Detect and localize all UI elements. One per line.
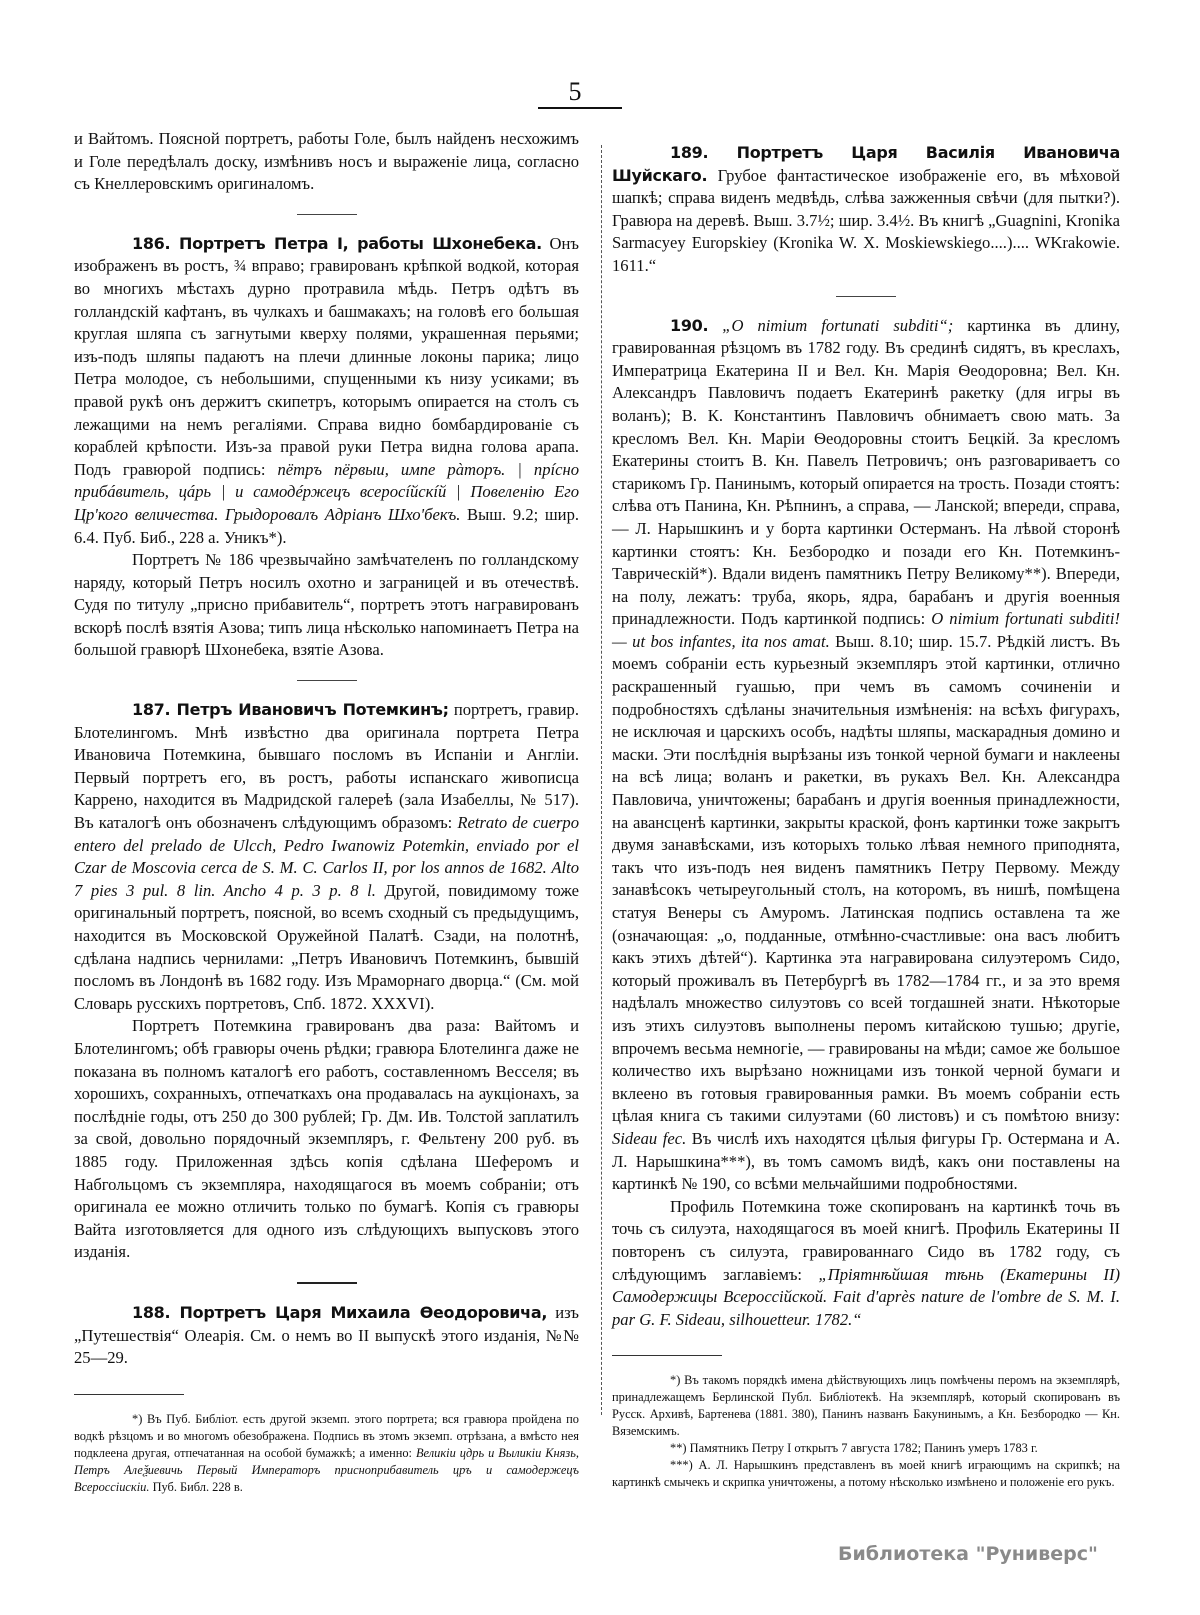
footnote-rule bbox=[74, 1394, 184, 1395]
column-divider bbox=[601, 145, 603, 1415]
entry-188-paragraph bbox=[74, 1302, 579, 1370]
left-footnotes bbox=[74, 1411, 579, 1496]
library-watermark: Библиотека "Руниверс" bbox=[838, 1543, 1098, 1565]
section-separator bbox=[836, 296, 896, 297]
entry-190-signature: Sideau fec. bbox=[612, 1128, 687, 1148]
entry-189-title: 189. Портретъ Царя Василія Ивановича Шуйскаго. bbox=[612, 143, 1120, 185]
entry-188-title: 188. Портретъ Царя Михаила Ѳеодоровича, bbox=[132, 1302, 548, 1322]
entry-189-paragraph bbox=[612, 142, 1120, 278]
entry-188-text: изъ „Путешествія“ Олеарія. См. о немъ во II выпускѣ этого изданія, №№ 25—29. bbox=[74, 1302, 579, 1368]
entry-187-text-b: Другой, повидимому тоже оригинальный портретъ, поясной, во всемъ сходный съ предыдущимъ, находится въ Московской Оружейной Палатѣ. Сзади, на полотнѣ, сдѣлана надпись чернилами: „Петръ Ивановичъ Потемкинъ, бывшій посломъ въ Лондонѣ въ 1682 году. Изъ Мраморнаго дворца.“ (См. мой Словарь русскихъ портретовъ, Спб. 1872. XXXVI). bbox=[74, 880, 579, 1013]
footnote-rule bbox=[612, 1355, 722, 1356]
entry-186-title: 186. Портретъ Петра I, работы Шхонебека. bbox=[132, 233, 542, 253]
entry-190-para2-text: Профиль Потемкина тоже скопированъ на картинкѣ точь въ точь съ силуэта, находящагося въ моей книгѣ. Профиль Екатерины II повторенъ съ силуэта, гравированнаго Сидо въ 1782 году, съ слѣдующимъ заглавіемъ: bbox=[612, 1196, 1120, 1284]
footnote-text-a: *) Въ Пуб. Библіот. есть другой экземп. этого портрета; вся гравюра пройдена по водкѣ рѣзцомъ и во многомъ обезображена. Подпись въ этомъ экземп. отрѣзана, а вмѣсто нея подклеена другая, отпечатанная на особой бумажкѣ; а именно: bbox=[74, 1411, 579, 1460]
entry-186 bbox=[74, 233, 579, 662]
entry-190-title: „O nimium fortunati subditi“; bbox=[722, 315, 954, 335]
entry-190-paragraph-2 bbox=[612, 1196, 1120, 1332]
entry-187-text-a: портретъ, гравир. Блотелингомъ. Мнѣ извѣстно два оригинала портрета Петра Ивановича Потемкина, бывшаго посломъ въ Испаніи и Англіи. Первый портретъ его, въ ростъ, работы испанскаго живописца Каррено, находится въ Мадридской галереѣ (зала Изабеллы, № 517). Въ каталогѣ онъ обозначенъ слѣдующимъ образомъ: bbox=[74, 700, 579, 833]
entry-190-para2-title: „Пріятнѣйшая тѣнь (Екатерины II) Самодержицы Всероссійской. Fait d'après nature de l'ombre de S. M. I. par G. F. Sideau, silhouetteur. 1782.“ bbox=[612, 1264, 1121, 1329]
section-separator bbox=[297, 214, 357, 215]
entry-188 bbox=[74, 1302, 579, 1370]
entry-187-title: 187. Петръ Ивановичъ Потемкинъ; bbox=[132, 700, 449, 720]
entry-190-text-a: картинка въ длину, гравированная рѣзцомъ въ 1782 году. Въ срединѣ сидятъ, въ креслахъ, Императрица Екатерина II и Вел. Кн. Марія Ѳеодоровна; Вел. Кн. Александръ Павловичъ подаетъ Екатеринѣ ракетку (для игры въ воланъ); В. К. Константинъ Павловичъ обнимаетъ свою мать. За кресломъ Вел. Кн. Маріи Ѳеодоровны стоитъ Бецкій. За кресломъ Екатерины стоитъ В. Кн. Павелъ Петровичъ; онъ разговариваетъ со старикомъ Гр. Панинымъ, который опирается на трость. Позади стоятъ: слѣва отъ Панина, Кн. Рѣпнинъ, а справа, — Ланской; впереди, справа, — Л. Нарышкинъ и у борта картинки Остерманъ. На лѣвой сторонѣ картинки стоятъ: Кн. Безбородко и позади его Кн. Потемкинъ-Таврическій*). Вдали виденъ памятникъ Петру Великому**). Впереди, на полу, лежатъ: труба, якорь, ядра, барабанъ и другія военныя принадлежности. Подъ картинкой подпись: bbox=[612, 315, 1120, 629]
entry-189 bbox=[612, 142, 1120, 278]
entry-190 bbox=[612, 315, 1120, 1332]
entry-187-paragraph bbox=[74, 699, 579, 1015]
continuation-paragraph: и Вайтомъ. Поясной портретъ, работы Голе, былъ найденъ несхожимъ и Голе передѣлалъ доску, измѣнивъ носъ и выраженіе лица, согласно съ Кнеллеровскимъ оригиналомъ. bbox=[74, 129, 579, 194]
page-number: 5 bbox=[568, 77, 582, 106]
entry-190-caption: O nimium fortunati subditi! — ut bos infantes, ita nos amat. bbox=[612, 609, 1120, 651]
footnote-text-b: Пуб. Библ. 228 в. bbox=[149, 1479, 243, 1494]
section-separator bbox=[297, 680, 357, 681]
entry-190-paragraph bbox=[612, 315, 1120, 1196]
footnote bbox=[74, 1411, 579, 1496]
footnote: *) Въ такомъ порядкѣ имена дѣйствующихъ лицъ помѣчены перомъ на экземплярѣ, принадлежащемъ Берлинской Публ. Библіотекѣ. На экземплярѣ, который скопированъ въ Русск. Архивѣ, Бартенева (1881. 380), Панинъ названъ Бакунинымъ, а Кн. Безбородко — Кн. Вяземскимъ. bbox=[612, 1373, 1120, 1439]
section-separator bbox=[297, 1282, 357, 1284]
entry-186-inscription: пётръ пёрвыи, импе рàторъ. | прíсно прибáвитель, цáрь | и самодéржецъ всеросíйскíй | Повеленію Его Цр'кого величества. Грыдоровалъ Адріанъ Шхо'бекъ. bbox=[74, 459, 579, 524]
entry-190-number: 190. bbox=[670, 315, 709, 335]
entry-190-text-c: Въ числѣ ихъ находятся цѣлыя фигуры Гр. Остермана и А. Л. Нарышкина***), въ томъ самомъ видѣ, какъ они поставлены на картинкѣ № 190, со всѣми мельчайшими подробностями. bbox=[612, 1128, 1120, 1194]
entry-186-text-b: Выш. 9.2; шир. 6.4. Пуб. Биб., 228 а. Уникъ*). bbox=[74, 504, 580, 547]
footnote: ***) А. Л. Нарышкинъ представленъ въ моей книгѣ играющимъ на скрипкѣ; на картинкѣ смычекъ и скрипка уничтожены, а потому нѣсколько измѣнено и положеніе его рукъ. bbox=[612, 1458, 1120, 1490]
entry-186-text-a: Онъ изображенъ въ ростъ, ¾ вправо; гравированъ крѣпкой водкой, которая во многихъ мѣстахъ дурно протравила мѣдь. Петръ одѣтъ въ голландскій кафтанъ, въ чулкахъ и башмакахъ; на головѣ его большая круглая шляпа съ загнутыми кверху полями, украшенная перьями; изъ-подъ шляпы падаютъ на плечи длинные локоны парика; лицо Петра молодое, съ небольшими, спущенными къ низу усиками; въ правой рукѣ онъ держитъ скипетръ, которымъ опирается на столъ съ лежащими на немъ регаліями. Справа видно бомбардированіе съ кораблей крѣпости. Изъ-за правой руки Петра видна голова арапа. Подъ гравюрой подпись: bbox=[74, 233, 579, 479]
entry-187-paragraph-2: Портретъ Потемкина гравированъ два раза: Вайтомъ и Блотелингомъ; обѣ гравюры очень рѣдки; гравюра Блотелинга даже не показана въ полномъ каталогѣ его работъ, составленномъ Весселя; въ хорошихъ, сохранныхъ, отпечаткахъ она продавалась на аукціонахъ, за послѣдніе годы, отъ 250 до 300 рублей; Гр. Дм. Ив. Толстой заплатилъ за свой, довольно порядочный экземпляръ, г. Фельтену 200 руб. въ 1885 году. Приложенная здѣсь копія сдѣлана Шеферомъ и Набгольцомъ съ экземпляра, находящагося въ моемъ собраніи; отъ оригинала ее можно отличить только по бумагѣ. Копія съ гравюры Вайта изготовляется для одного изъ слѣдующихъ выпусковъ этого изданія. bbox=[74, 1016, 579, 1262]
entry-190-text-b: Выш. 8.10; шир. 15.7. Рѣдкій листъ. Въ моемъ собраніи есть курьезный экземпляръ этой картинки, отлично раскрашенный гуашью, при чемъ въ самомъ сочиненіи и подробностяхъ сдѣланы значительныя измѣненія: на всѣхъ фигурахъ, не исключая и царскихъ особъ, надѣты шляпы, маскарадныя домино и маски. Эти послѣднія вырѣзаны изъ тонкой черной бумаги и наклеены на всѣ лица; воланъ и ракетки, въ рукахъ Вел. Кн. Александра Павловича, уничтожены; барабанъ и другія военныя принадлежности, на авансценѣ картинки, закрыты краской, фонъ картинки тоже закрытъ двумя занавѣсками, изъ которыхъ только лѣвая немного приподнята, такъ что изъ-подъ нея виденъ памятникъ Петру Первому. Между занавѣсокъ четыреугольный столъ, на которомъ, въ нишѣ, помѣщена статуя Венеры съ Амуромъ. Латинская подпись оставлена та же (означающая: „о, подданные, отмѣнно-счастливые: она васъ любитъ какъ этихъ дѣтей“). Картинка эта награвирована силуэтеромъ Сидо, который проживалъ въ Петербургѣ въ 1782—1784 гг., и за это время надѣлалъ множество силуэтовъ со всей тогдашней знати. Нѣкоторые изъ этихъ силуэтовъ выполнены перомъ китайскою тушью; другіе, впрочемъ весьма немногіе, — гравированы на мѣди; самое же большое количество ихъ вырѣзано ножницами изъ тонкой черной бумаги и вклеено въ готовыя гравированныя рамки. Въ моемъ собраніи есть цѣлая книга съ такими силуэтами (60 листовъ) и съ помѣтою внизу: bbox=[612, 631, 1120, 1126]
footnote-inscription: Великіи цдрь и Выликіи Князь, Петръ Алеѯиевичь Первый Императоръ присноприбавитель цръ и самодержецъ Всероссіискіи. bbox=[74, 1445, 579, 1494]
right-column bbox=[612, 142, 1120, 1491]
entry-187-spanish-catalog: Retrato de cuerpo entero del prelado de Ulcch, Pedro Iwanowiz Potemkin, enviado por el Czar de Moscovia cerca de S. M. C. Carlos II, por los annos de 1682. Alto 7 pies 3 pul. 8 lin. Ancho 4 p. 3 p. 8 l. bbox=[74, 813, 579, 900]
entry-189-text: Грубое фантастическое изображеніе его, въ мѣховой шапкѣ; справа виденъ медвѣдь, слѣва зажженныя свѣчи (для пытки?). Гравюра на деревѣ. Выш. 3.7½; шир. 3.4½. Въ книгѣ „Guagnini, Kronika Sarmacyey Europskiey (Kronika W. X. Moskiewskiego....).... WKrakowie. 1611.“ bbox=[612, 165, 1120, 275]
entry-186-paragraph-2: Портретъ № 186 чрезвычайно замѣчателенъ по голландскому наряду, который Петръ носилъ охотно и заграницей и въ отечествѣ. Судя по титулу „присно прибавитель“, портретъ этотъ награвированъ вскорѣ послѣ взятія Азова; типъ лица нѣсколько напоминаетъ Петра на большой гравюрѣ Шхонебека, взятіе Азова. bbox=[74, 550, 579, 660]
right-footnotes bbox=[612, 1372, 1120, 1491]
left-column bbox=[74, 128, 579, 1496]
entry-187 bbox=[74, 699, 579, 1264]
entry-186-paragraph bbox=[74, 233, 579, 549]
footnote: **) Памятникъ Петру I открытъ 7 августа 1782; Панинъ умеръ 1783 г. bbox=[670, 1441, 1038, 1456]
page-number-rule bbox=[538, 107, 622, 109]
